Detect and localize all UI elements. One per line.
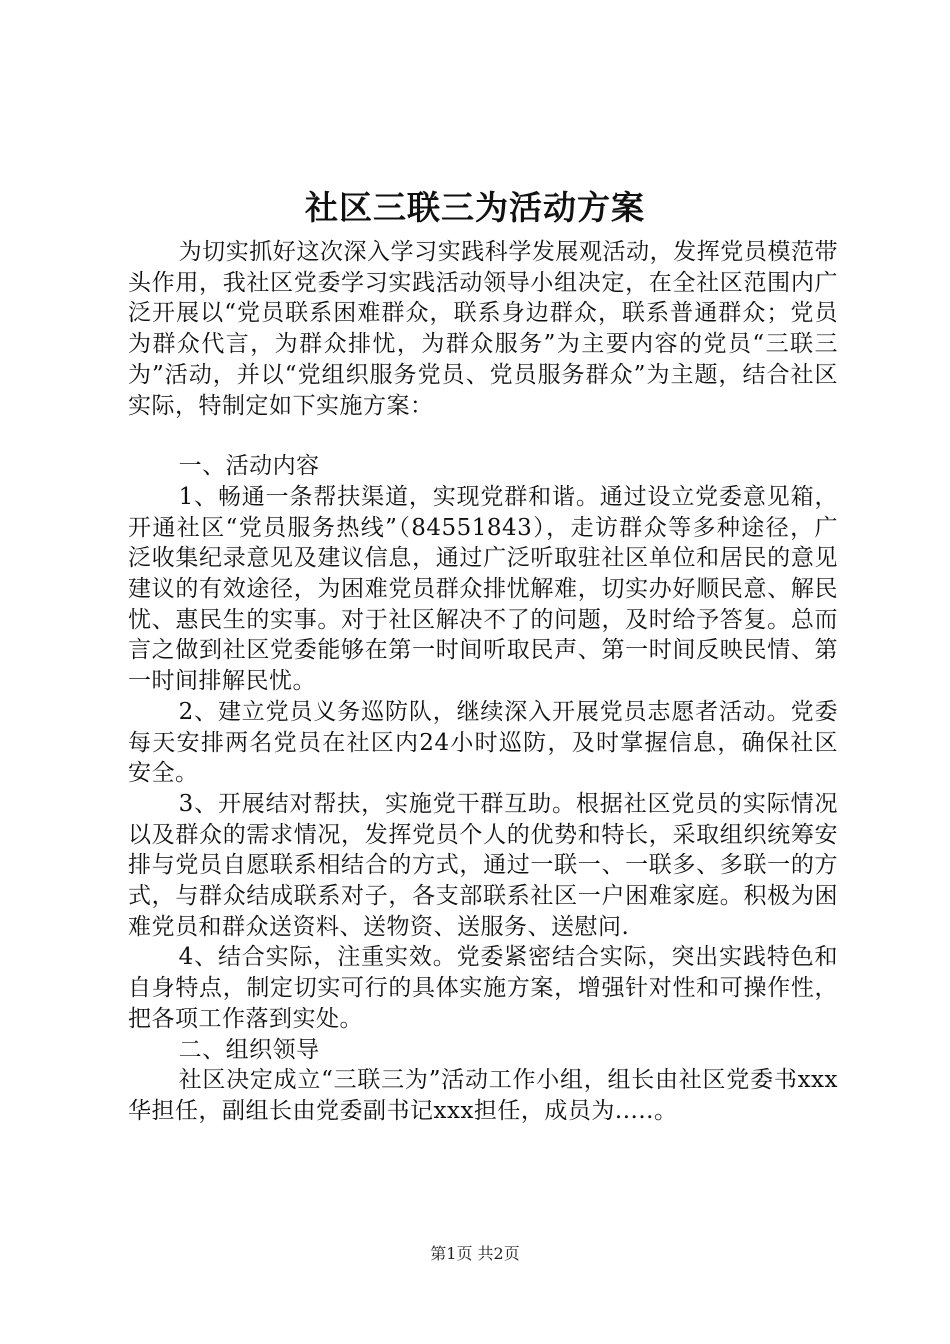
item-2-paragraph: 2、建立党员义务巡防队，继续深入开展党员志愿者活动。党委每天安排两名党员在社区内24小时巡防，及时掌握信息，确保社区安全。 — [128, 698, 838, 787]
section-heading-activity-content: 一、活动内容 — [178, 453, 320, 480]
intro-paragraph: 为切实抓好这次深入学习实践科学发展观活动，发挥党员模范带头作用，我社区党委学习实践活动领导小组决定，在全社区范围内广泛开展以“党员联系困难群众，联系身边群众，联系普通群众；党员为群众代言，为群众排忧，为群众服务”为主要内容的党员“三联三为”活动，并以“党组织服务党员、党员服务群众”为主题，结合社区实际，特制定如下实施方案： — [128, 239, 838, 419]
section-heading-organization: 二、组织领导 — [178, 1036, 320, 1063]
page-number-footer: 第1页 共2页 — [430, 1244, 520, 1263]
item-4-paragraph: 4、结合实际，注重实效。党委紧密结合实际，突出实践特色和自身特点，制定切实可行的具体实施方案，增强针对性和可操作性，把各项工作落到实处。 — [128, 944, 838, 1032]
organization-paragraph: 社区决定成立“三联三为”活动工作小组，组长由社区党委书xxx华担任，副组长由党委副书记xxx担任，成员为.....。 — [128, 1067, 838, 1124]
item-3-paragraph: 3、开展结对帮扶，实施党干群互助。根据社区党员的实际情况以及群众的需求情况，发挥党员个人的优势和特长，采取组织统筹安排与党员自愿联系相结合的方式，通过一联一、一联多、多联一的方式，与群众结成联系对子，各支部联系社区一户困难家庭。积极为困难党员和群众送资料、送物资、送服务、送慰问. — [128, 790, 838, 940]
document-body — [128, 237, 838, 1127]
document-title: 社区三联三为活动方案 — [305, 188, 645, 227]
item-1-paragraph: 1、畅通一条帮扶渠道，实现党群和谐。通过设立党委意见箱，开通社区“党员服务热线”（84551843），走访群众等多种途径，广泛收集纪录意见及建议信息，通过广泛听取驻社区单位和居民的意见建议的有效途径，为困难党员群众排忧解难，切实办好顺民意、解民忧、惠民生的实事。对于社区解决不了的问题，及时给予答复。总而言之做到社区党委能够在第一时间听取民声、第一时间反映民情、第一时间排解民忧。 — [128, 483, 838, 695]
paragraph-spacer — [128, 421, 838, 451]
